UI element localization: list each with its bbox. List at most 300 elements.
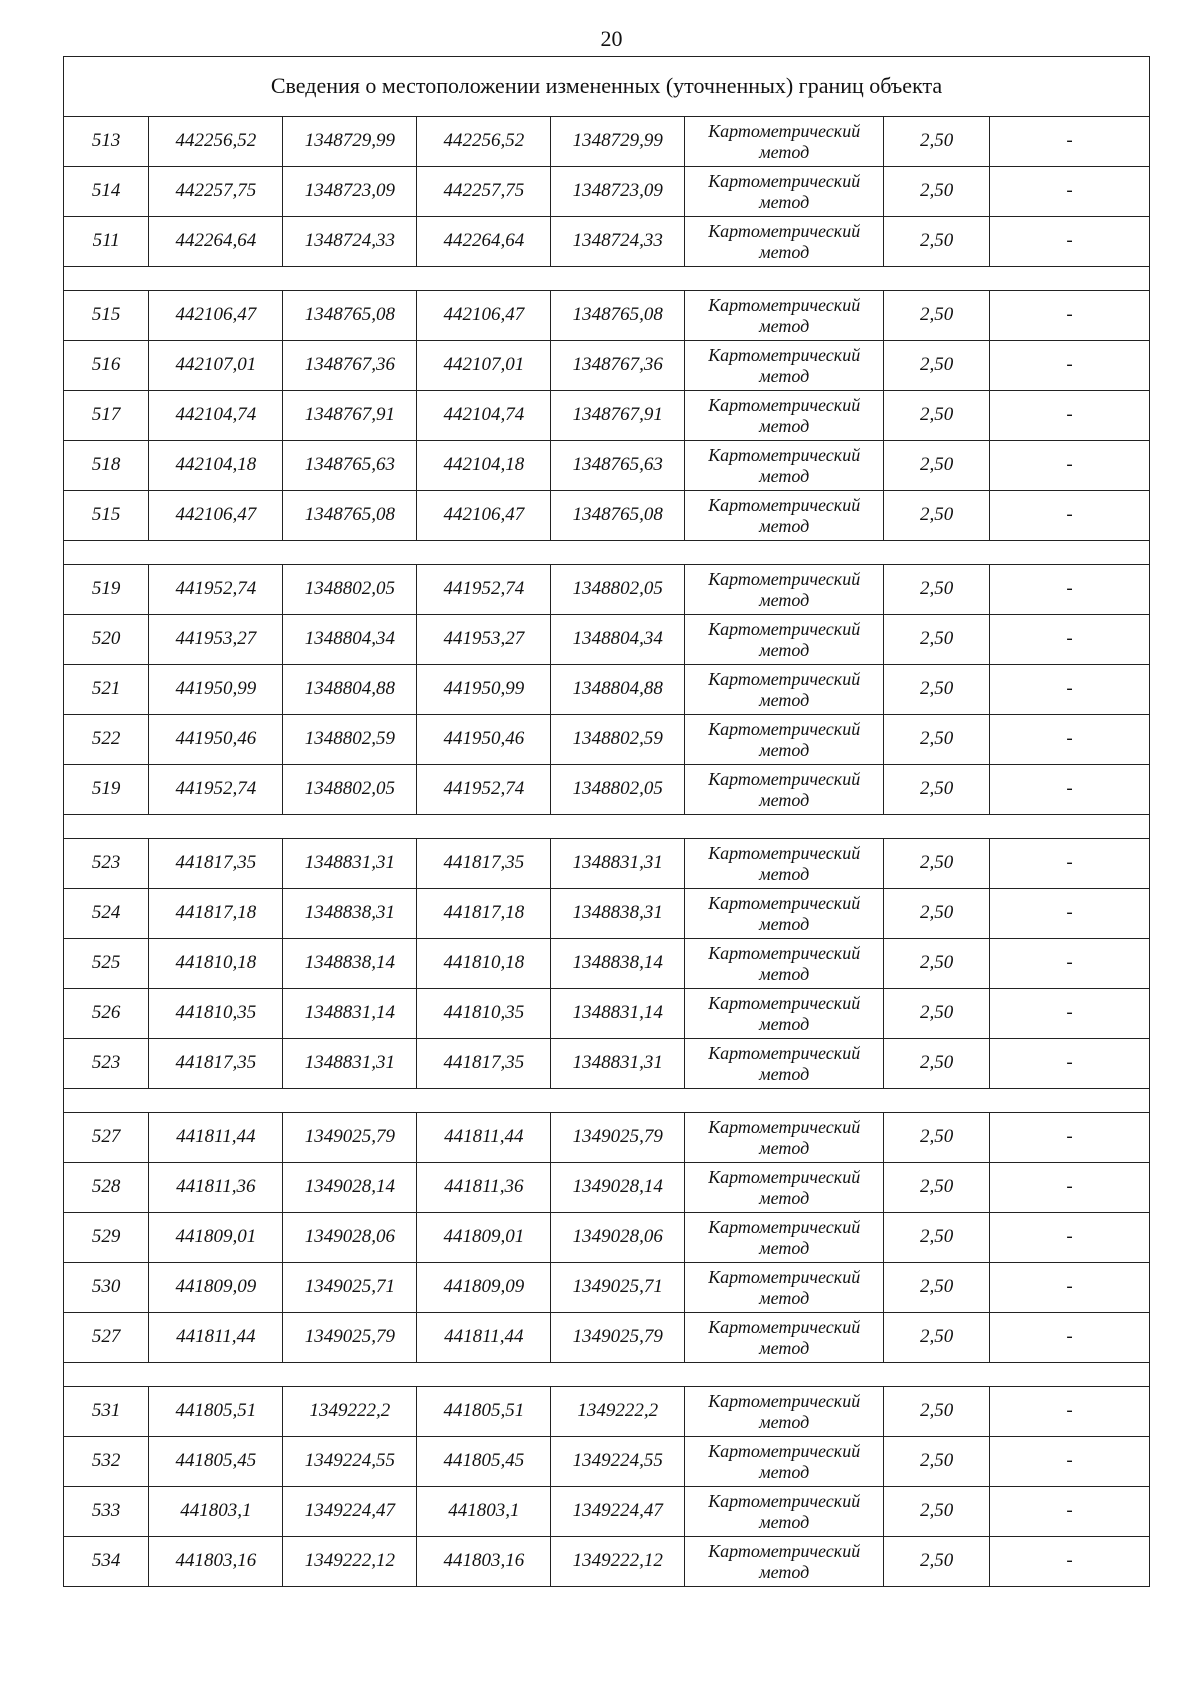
method-line-1: Картометрический (708, 1440, 861, 1461)
table-row (64, 1537, 1150, 1587)
accuracy-cell: 2,50 (884, 1163, 990, 1213)
point-number-cell: 518 (64, 441, 149, 491)
method-line-1: Картометрический (708, 170, 861, 191)
x-existing-cell: 441810,18 (149, 939, 283, 989)
y-new-cell: 1349222,12 (551, 1537, 685, 1587)
method-line-2: метод (759, 1137, 810, 1158)
x-existing-cell: 441953,27 (149, 615, 283, 665)
note-cell: - (990, 1039, 1150, 1089)
method-line-1: Картометрический (708, 992, 861, 1013)
y-new-cell: 1348804,34 (551, 615, 685, 665)
point-number-cell: 519 (64, 565, 149, 615)
x-new-cell: 442107,01 (417, 341, 551, 391)
point-number-cell: 532 (64, 1437, 149, 1487)
x-new-cell: 441811,44 (417, 1313, 551, 1363)
accuracy-cell: 2,50 (884, 491, 990, 541)
y-existing-cell: 1348838,31 (283, 889, 417, 939)
point-number-cell: 528 (64, 1163, 149, 1213)
x-new-cell: 442106,47 (417, 291, 551, 341)
note-cell: - (990, 715, 1150, 765)
method-line-2: метод (759, 1063, 810, 1084)
y-new-cell: 1349025,79 (551, 1113, 685, 1163)
y-new-cell: 1348802,05 (551, 565, 685, 615)
method-line-2: метод (759, 1287, 810, 1308)
contour-separator-row (64, 1363, 1150, 1387)
point-number-cell: 511 (64, 217, 149, 267)
y-existing-cell: 1348802,05 (283, 565, 417, 615)
accuracy-cell: 2,50 (884, 1113, 990, 1163)
method-line-1: Картометрический (708, 1540, 861, 1561)
method-cell (685, 839, 884, 889)
note-cell: - (990, 167, 1150, 217)
x-existing-cell: 441817,18 (149, 889, 283, 939)
y-existing-cell: 1349224,47 (283, 1487, 417, 1537)
x-existing-cell: 441817,35 (149, 839, 283, 889)
x-new-cell: 442264,64 (417, 217, 551, 267)
method-cell (685, 989, 884, 1039)
note-cell: - (990, 491, 1150, 541)
y-new-cell: 1349025,79 (551, 1313, 685, 1363)
contour-separator-row (64, 541, 1150, 565)
x-existing-cell: 441805,45 (149, 1437, 283, 1487)
method-cell (685, 889, 884, 939)
method-line-2: метод (759, 1461, 810, 1482)
method-line-1: Картометрический (708, 942, 861, 963)
y-new-cell: 1348767,36 (551, 341, 685, 391)
x-existing-cell: 441817,35 (149, 1039, 283, 1089)
note-cell: - (990, 341, 1150, 391)
method-cell (685, 1263, 884, 1313)
method-cell (685, 1163, 884, 1213)
separator-cell (64, 1089, 1150, 1113)
point-number-cell: 526 (64, 989, 149, 1039)
y-new-cell: 1349028,14 (551, 1163, 685, 1213)
point-number-cell: 519 (64, 765, 149, 815)
x-existing-cell: 442107,01 (149, 341, 283, 391)
y-new-cell: 1348831,31 (551, 1039, 685, 1089)
method-cell (685, 217, 884, 267)
y-new-cell: 1348765,63 (551, 441, 685, 491)
boundary-coordinates-table (63, 56, 1150, 1587)
y-new-cell: 1348831,31 (551, 839, 685, 889)
table-row (64, 1039, 1150, 1089)
y-new-cell: 1349222,2 (551, 1387, 685, 1437)
y-new-cell: 1348802,59 (551, 715, 685, 765)
method-line-1: Картометрический (708, 892, 861, 913)
x-new-cell: 442104,74 (417, 391, 551, 441)
point-number-cell: 534 (64, 1537, 149, 1587)
y-existing-cell: 1349222,12 (283, 1537, 417, 1587)
y-existing-cell: 1349028,14 (283, 1163, 417, 1213)
accuracy-cell: 2,50 (884, 1387, 990, 1437)
method-line-1: Картометрический (708, 1166, 861, 1187)
method-line-2: метод (759, 1013, 810, 1034)
x-new-cell: 441805,45 (417, 1437, 551, 1487)
method-line-2: метод (759, 789, 810, 810)
method-line-1: Картометрический (708, 568, 861, 589)
note-cell: - (990, 1213, 1150, 1263)
method-line-1: Картометрический (708, 1266, 861, 1287)
method-cell (685, 1313, 884, 1363)
accuracy-cell: 2,50 (884, 565, 990, 615)
table-row (64, 1437, 1150, 1487)
method-line-1: Картометрический (708, 1116, 861, 1137)
method-line-2: метод (759, 241, 810, 262)
point-number-cell: 513 (64, 117, 149, 167)
note-cell: - (990, 1263, 1150, 1313)
note-cell: - (990, 989, 1150, 1039)
method-cell (685, 1387, 884, 1437)
y-existing-cell: 1348765,08 (283, 291, 417, 341)
table-header-row (64, 57, 1150, 117)
note-cell: - (990, 939, 1150, 989)
x-existing-cell: 441811,44 (149, 1113, 283, 1163)
method-line-1: Картометрический (708, 668, 861, 689)
x-new-cell: 441803,1 (417, 1487, 551, 1537)
method-line-2: метод (759, 141, 810, 162)
y-existing-cell: 1348802,59 (283, 715, 417, 765)
x-existing-cell: 442264,64 (149, 217, 283, 267)
y-new-cell: 1348724,33 (551, 217, 685, 267)
method-line-1: Картометрический (708, 494, 861, 515)
y-existing-cell: 1348729,99 (283, 117, 417, 167)
method-line-2: метод (759, 739, 810, 760)
y-existing-cell: 1348804,34 (283, 615, 417, 665)
method-line-2: метод (759, 863, 810, 884)
page-number: 20 (600, 26, 623, 51)
y-existing-cell: 1348767,91 (283, 391, 417, 441)
x-existing-cell: 442256,52 (149, 117, 283, 167)
x-new-cell: 441811,36 (417, 1163, 551, 1213)
table-row (64, 989, 1150, 1039)
method-line-2: метод (759, 913, 810, 934)
method-line-2: метод (759, 315, 810, 336)
method-line-2: метод (759, 1337, 810, 1358)
y-new-cell: 1349025,71 (551, 1263, 685, 1313)
table-row (64, 1263, 1150, 1313)
x-new-cell: 441810,18 (417, 939, 551, 989)
x-new-cell: 442104,18 (417, 441, 551, 491)
method-cell (685, 1039, 884, 1089)
y-existing-cell: 1348724,33 (283, 217, 417, 267)
table-row (64, 491, 1150, 541)
x-new-cell: 441810,35 (417, 989, 551, 1039)
method-line-1: Картометрический (708, 1316, 861, 1337)
method-cell (685, 715, 884, 765)
table-row (64, 1313, 1150, 1363)
x-new-cell: 441817,35 (417, 1039, 551, 1089)
x-new-cell: 441811,44 (417, 1113, 551, 1163)
point-number-cell: 527 (64, 1113, 149, 1163)
method-line-2: метод (759, 589, 810, 610)
method-cell (685, 391, 884, 441)
accuracy-cell: 2,50 (884, 839, 990, 889)
y-new-cell: 1348767,91 (551, 391, 685, 441)
y-new-cell: 1348723,09 (551, 167, 685, 217)
table-row (64, 665, 1150, 715)
note-cell: - (990, 441, 1150, 491)
note-cell: - (990, 1163, 1150, 1213)
method-line-1: Картометрический (708, 294, 861, 315)
note-cell: - (990, 217, 1150, 267)
method-cell (685, 167, 884, 217)
y-existing-cell: 1348802,05 (283, 765, 417, 815)
y-existing-cell: 1348831,31 (283, 1039, 417, 1089)
point-number-cell: 515 (64, 491, 149, 541)
accuracy-cell: 2,50 (884, 715, 990, 765)
point-number-cell: 516 (64, 341, 149, 391)
y-new-cell: 1348838,14 (551, 939, 685, 989)
separator-cell (64, 541, 1150, 565)
table-row (64, 1213, 1150, 1263)
note-cell: - (990, 1113, 1150, 1163)
y-new-cell: 1349224,47 (551, 1487, 685, 1537)
method-cell (685, 665, 884, 715)
table-row (64, 889, 1150, 939)
method-line-1: Картометрический (708, 120, 861, 141)
method-line-1: Картометрический (708, 718, 861, 739)
method-line-1: Картометрический (708, 1042, 861, 1063)
table-row (64, 1113, 1150, 1163)
y-existing-cell: 1348838,14 (283, 939, 417, 989)
method-cell (685, 565, 884, 615)
contour-separator-row (64, 815, 1150, 839)
x-existing-cell: 441952,74 (149, 565, 283, 615)
method-cell (685, 1113, 884, 1163)
y-existing-cell: 1349028,06 (283, 1213, 417, 1263)
note-cell: - (990, 665, 1150, 715)
method-line-2: метод (759, 415, 810, 436)
method-cell (685, 441, 884, 491)
accuracy-cell: 2,50 (884, 291, 990, 341)
contour-separator-row (64, 267, 1150, 291)
y-new-cell: 1349224,55 (551, 1437, 685, 1487)
x-existing-cell: 441952,74 (149, 765, 283, 815)
y-existing-cell: 1349025,79 (283, 1113, 417, 1163)
point-number-cell: 529 (64, 1213, 149, 1263)
note-cell: - (990, 615, 1150, 665)
note-cell: - (990, 839, 1150, 889)
y-existing-cell: 1349025,79 (283, 1313, 417, 1363)
x-existing-cell: 442106,47 (149, 491, 283, 541)
method-line-1: Картометрический (708, 618, 861, 639)
point-number-cell: 523 (64, 839, 149, 889)
y-new-cell: 1348765,08 (551, 491, 685, 541)
x-existing-cell: 441810,35 (149, 989, 283, 1039)
x-existing-cell: 442104,18 (149, 441, 283, 491)
y-existing-cell: 1348767,36 (283, 341, 417, 391)
separator-cell (64, 267, 1150, 291)
contour-separator-row (64, 1089, 1150, 1113)
note-cell: - (990, 1437, 1150, 1487)
x-new-cell: 441817,35 (417, 839, 551, 889)
method-cell (685, 1487, 884, 1537)
y-existing-cell: 1348831,14 (283, 989, 417, 1039)
y-new-cell: 1348729,99 (551, 117, 685, 167)
accuracy-cell: 2,50 (884, 665, 990, 715)
x-new-cell: 441817,18 (417, 889, 551, 939)
x-existing-cell: 441803,1 (149, 1487, 283, 1537)
point-number-cell: 515 (64, 291, 149, 341)
point-number-cell: 517 (64, 391, 149, 441)
y-new-cell: 1348802,05 (551, 765, 685, 815)
x-new-cell: 442257,75 (417, 167, 551, 217)
x-existing-cell: 442257,75 (149, 167, 283, 217)
method-cell (685, 1213, 884, 1263)
y-new-cell: 1348804,88 (551, 665, 685, 715)
table-row (64, 441, 1150, 491)
note-cell: - (990, 117, 1150, 167)
accuracy-cell: 2,50 (884, 1039, 990, 1089)
method-line-2: метод (759, 1511, 810, 1532)
table-row (64, 1487, 1150, 1537)
note-cell: - (990, 765, 1150, 815)
method-line-1: Картометрический (708, 394, 861, 415)
method-line-1: Картометрический (708, 1390, 861, 1411)
x-new-cell: 442256,52 (417, 117, 551, 167)
method-line-2: метод (759, 365, 810, 386)
point-number-cell: 520 (64, 615, 149, 665)
method-line-2: метод (759, 515, 810, 536)
note-cell: - (990, 291, 1150, 341)
method-cell (685, 291, 884, 341)
table-row (64, 839, 1150, 889)
y-existing-cell: 1349222,2 (283, 1387, 417, 1437)
x-new-cell: 441950,46 (417, 715, 551, 765)
x-new-cell: 441803,16 (417, 1537, 551, 1587)
accuracy-cell: 2,50 (884, 1213, 990, 1263)
method-line-1: Картометрический (708, 1490, 861, 1511)
method-cell (685, 1437, 884, 1487)
method-cell (685, 1537, 884, 1587)
method-line-2: метод (759, 465, 810, 486)
note-cell: - (990, 1537, 1150, 1587)
method-line-2: метод (759, 639, 810, 660)
separator-cell (64, 1363, 1150, 1387)
x-existing-cell: 441950,99 (149, 665, 283, 715)
accuracy-cell: 2,50 (884, 615, 990, 665)
note-cell: - (990, 1487, 1150, 1537)
point-number-cell: 522 (64, 715, 149, 765)
accuracy-cell: 2,50 (884, 989, 990, 1039)
method-line-2: метод (759, 1187, 810, 1208)
accuracy-cell: 2,50 (884, 1437, 990, 1487)
x-new-cell: 441809,01 (417, 1213, 551, 1263)
table-row (64, 291, 1150, 341)
method-line-2: метод (759, 1411, 810, 1432)
accuracy-cell: 2,50 (884, 939, 990, 989)
x-new-cell: 441952,74 (417, 565, 551, 615)
method-line-2: метод (759, 689, 810, 710)
y-new-cell: 1348765,08 (551, 291, 685, 341)
method-line-2: метод (759, 1561, 810, 1582)
x-existing-cell: 442104,74 (149, 391, 283, 441)
x-new-cell: 441952,74 (417, 765, 551, 815)
method-line-2: метод (759, 963, 810, 984)
accuracy-cell: 2,50 (884, 1487, 990, 1537)
accuracy-cell: 2,50 (884, 217, 990, 267)
x-new-cell: 441809,09 (417, 1263, 551, 1313)
accuracy-cell: 2,50 (884, 341, 990, 391)
y-existing-cell: 1348765,08 (283, 491, 417, 541)
point-number-cell: 524 (64, 889, 149, 939)
note-cell: - (990, 889, 1150, 939)
separator-cell (64, 815, 1150, 839)
point-number-cell: 521 (64, 665, 149, 715)
x-existing-cell: 441950,46 (149, 715, 283, 765)
accuracy-cell: 2,50 (884, 167, 990, 217)
table-row (64, 341, 1150, 391)
accuracy-cell: 2,50 (884, 441, 990, 491)
method-line-2: метод (759, 1237, 810, 1258)
method-cell (685, 765, 884, 815)
accuracy-cell: 2,50 (884, 1537, 990, 1587)
method-line-1: Картометрический (708, 344, 861, 365)
table-row (64, 939, 1150, 989)
method-line-1: Картометрический (708, 220, 861, 241)
table-row (64, 217, 1150, 267)
point-number-cell: 533 (64, 1487, 149, 1537)
point-number-cell: 525 (64, 939, 149, 989)
x-new-cell: 441805,51 (417, 1387, 551, 1437)
method-cell (685, 939, 884, 989)
method-line-2: метод (759, 191, 810, 212)
point-number-cell: 527 (64, 1313, 149, 1363)
method-cell (685, 491, 884, 541)
method-line-1: Картометрический (708, 842, 861, 863)
y-existing-cell: 1349025,71 (283, 1263, 417, 1313)
table-row (64, 715, 1150, 765)
y-existing-cell: 1348804,88 (283, 665, 417, 715)
y-existing-cell: 1348831,31 (283, 839, 417, 889)
y-new-cell: 1349028,06 (551, 1213, 685, 1263)
x-new-cell: 441950,99 (417, 665, 551, 715)
x-existing-cell: 441809,09 (149, 1263, 283, 1313)
method-cell (685, 341, 884, 391)
y-existing-cell: 1349224,55 (283, 1437, 417, 1487)
x-existing-cell: 441803,16 (149, 1537, 283, 1587)
method-line-1: Картометрический (708, 1216, 861, 1237)
table-row (64, 1387, 1150, 1437)
point-number-cell: 530 (64, 1263, 149, 1313)
y-existing-cell: 1348765,63 (283, 441, 417, 491)
table-row (64, 615, 1150, 665)
table-title: Сведения о местоположении измененных (уточненных) границ объекта (64, 57, 1150, 117)
method-line-1: Картометрический (708, 444, 861, 465)
accuracy-cell: 2,50 (884, 117, 990, 167)
accuracy-cell: 2,50 (884, 889, 990, 939)
x-existing-cell: 441809,01 (149, 1213, 283, 1263)
table-row (64, 765, 1150, 815)
table-row (64, 117, 1150, 167)
x-existing-cell: 442106,47 (149, 291, 283, 341)
x-new-cell: 441953,27 (417, 615, 551, 665)
point-number-cell: 523 (64, 1039, 149, 1089)
table-row (64, 1163, 1150, 1213)
x-existing-cell: 441811,36 (149, 1163, 283, 1213)
table-row (64, 391, 1150, 441)
y-new-cell: 1348831,14 (551, 989, 685, 1039)
accuracy-cell: 2,50 (884, 765, 990, 815)
point-number-cell: 514 (64, 167, 149, 217)
table-row (64, 565, 1150, 615)
x-existing-cell: 441811,44 (149, 1313, 283, 1363)
note-cell: - (990, 565, 1150, 615)
y-existing-cell: 1348723,09 (283, 167, 417, 217)
point-number-cell: 531 (64, 1387, 149, 1437)
note-cell: - (990, 391, 1150, 441)
x-existing-cell: 441805,51 (149, 1387, 283, 1437)
